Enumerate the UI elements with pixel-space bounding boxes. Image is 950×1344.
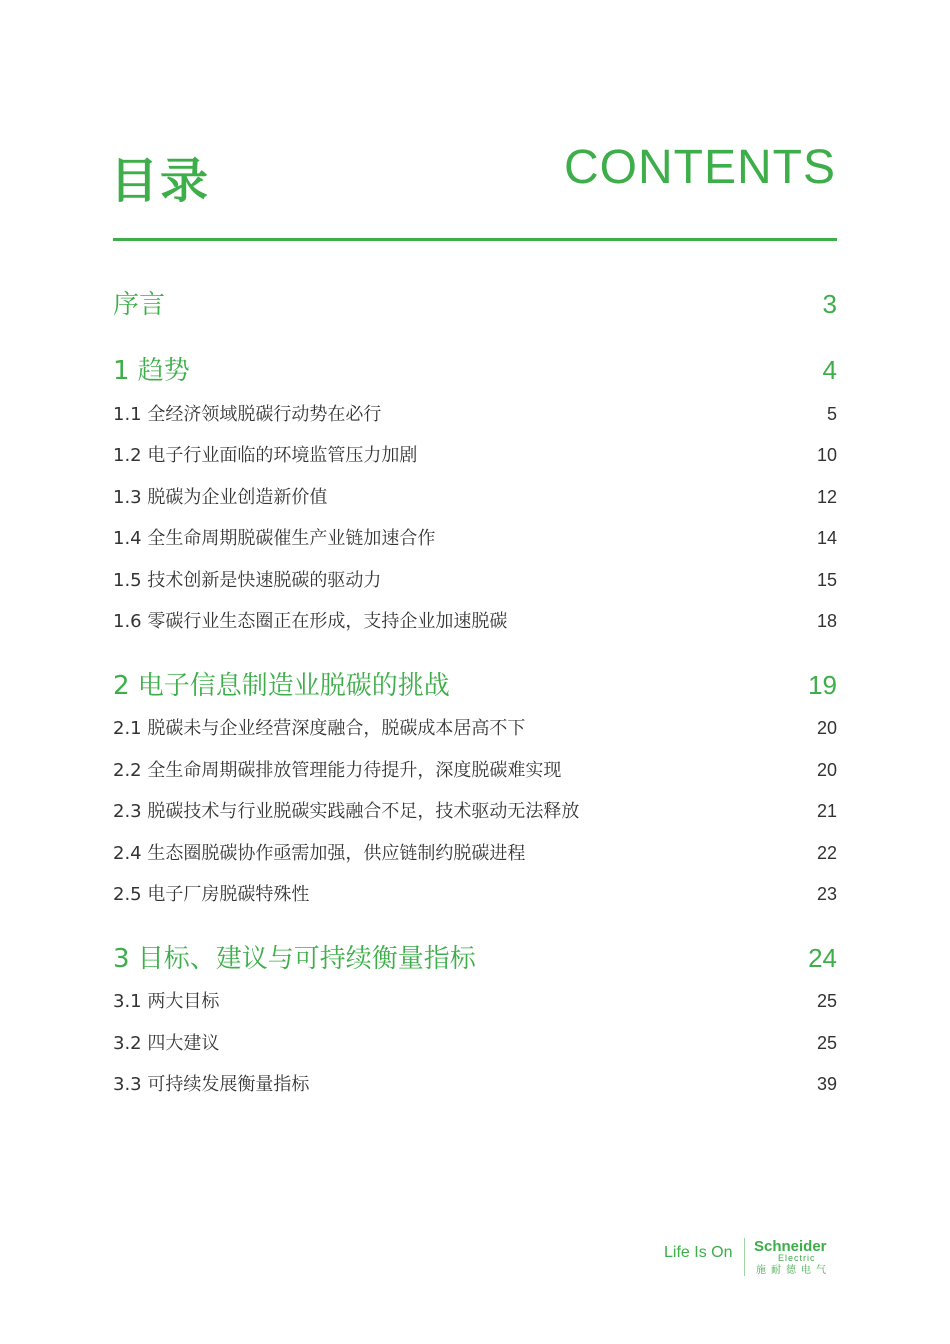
toc-entry-label: 2.5 电子厂房脱碳特殊性 bbox=[113, 884, 310, 905]
toc-entry-page: 39 bbox=[816, 1074, 837, 1094]
toc-entry-page: 18 bbox=[816, 611, 837, 631]
toc-entry-label: 1 趋势 bbox=[113, 356, 190, 386]
toc-entry-page: 21 bbox=[816, 801, 837, 821]
toc-entry-label: 2.3 脱碳技术与行业脱碳实践融合不足，技术驱动无法释放 bbox=[113, 801, 580, 822]
toc-entry-page: 24 bbox=[808, 943, 837, 973]
toc-entry-page: 10 bbox=[816, 445, 837, 465]
toc-entry-2-4[interactable] bbox=[113, 839, 837, 865]
toc-entry-page: 23 bbox=[816, 884, 837, 904]
toc-entry-page: 25 bbox=[816, 991, 837, 1011]
schneider-electric-logo bbox=[752, 1236, 840, 1276]
toc-entry-label: 2.4 生态圈脱碳协作亟需加强，供应链制约脱碳进程 bbox=[113, 843, 526, 864]
toc-entry-page: 5 bbox=[826, 404, 837, 424]
page-title-en: CONTENTS bbox=[564, 141, 836, 194]
toc-entry-1-6[interactable] bbox=[113, 607, 837, 633]
toc-entry-label: 2.2 全生命周期碳排放管理能力待提升，深度脱碳难实现 bbox=[113, 760, 562, 781]
toc-entry-chapter-3[interactable] bbox=[113, 938, 837, 975]
toc-entry-label: 2 电子信息制造业脱碳的挑战 bbox=[113, 671, 450, 701]
footer-divider bbox=[744, 1238, 745, 1276]
header-divider bbox=[113, 238, 837, 241]
toc-entry-2-1[interactable] bbox=[113, 714, 837, 740]
toc-entry-preface[interactable] bbox=[113, 284, 837, 321]
toc-entry-page: 20 bbox=[816, 718, 837, 738]
toc-entry-label: 1.1 全经济领域脱碳行动势在必行 bbox=[113, 404, 382, 425]
toc-entry-2-5[interactable] bbox=[113, 880, 837, 906]
logo-brand: Schneider bbox=[754, 1238, 827, 1255]
toc-entry-label: 序言 bbox=[113, 290, 166, 320]
toc-entry-1-3[interactable] bbox=[113, 483, 837, 509]
toc-entry-page: 14 bbox=[816, 528, 837, 548]
toc-entry-label: 3.2 四大建议 bbox=[113, 1033, 220, 1054]
toc-entry-page: 3 bbox=[822, 289, 837, 319]
toc-entry-label: 3.3 可持续发展衡量指标 bbox=[113, 1074, 310, 1095]
toc-entry-page: 4 bbox=[822, 355, 837, 385]
footer-slogan: Life Is On bbox=[664, 1244, 733, 1261]
toc-entry-3-2[interactable] bbox=[113, 1029, 837, 1055]
toc-entry-page: 19 bbox=[808, 670, 837, 700]
toc-entry-page: 25 bbox=[816, 1033, 837, 1053]
toc-entry-1-2[interactable] bbox=[113, 441, 837, 467]
page-title-cn: 目录 bbox=[110, 153, 211, 209]
toc-entry-label: 3.1 两大目标 bbox=[113, 991, 220, 1012]
toc-entry-page: 12 bbox=[816, 487, 837, 507]
toc-entry-1-5[interactable] bbox=[113, 566, 837, 592]
toc-entry-page: 20 bbox=[816, 760, 837, 780]
toc-entry-page: 22 bbox=[816, 843, 837, 863]
toc-entry-label: 3 目标、建议与可持续衡量指标 bbox=[113, 944, 476, 974]
toc-entry-label: 1.6 零碳行业生态圈正在形成，支持企业加速脱碳 bbox=[113, 611, 508, 632]
logo-brand-cn: 施耐德电气 bbox=[756, 1265, 831, 1276]
toc-entry-label: 1.5 技术创新是快速脱碳的驱动力 bbox=[113, 570, 382, 591]
logo-brand-sub: Electric bbox=[778, 1253, 816, 1263]
toc-entry-1-4[interactable] bbox=[113, 524, 837, 550]
toc-entry-2-3[interactable] bbox=[113, 797, 837, 823]
toc-entry-label: 1.2 电子行业面临的环境监管压力加剧 bbox=[113, 445, 418, 466]
toc-entry-3-3[interactable] bbox=[113, 1070, 837, 1096]
toc-entry-label: 2.1 脱碳未与企业经营深度融合，脱碳成本居高不下 bbox=[113, 718, 526, 739]
toc-entry-chapter-1[interactable] bbox=[113, 350, 837, 387]
toc-entry-1-1[interactable] bbox=[113, 400, 837, 426]
toc-entry-2-2[interactable] bbox=[113, 756, 837, 782]
toc-entry-label: 1.4 全生命周期脱碳催生产业链加速合作 bbox=[113, 528, 436, 549]
toc-entry-label: 1.3 脱碳为企业创造新价值 bbox=[113, 487, 328, 508]
toc-entry-3-1[interactable] bbox=[113, 987, 837, 1013]
toc-entry-page: 15 bbox=[816, 570, 837, 590]
toc-entry-chapter-2[interactable] bbox=[113, 665, 837, 702]
